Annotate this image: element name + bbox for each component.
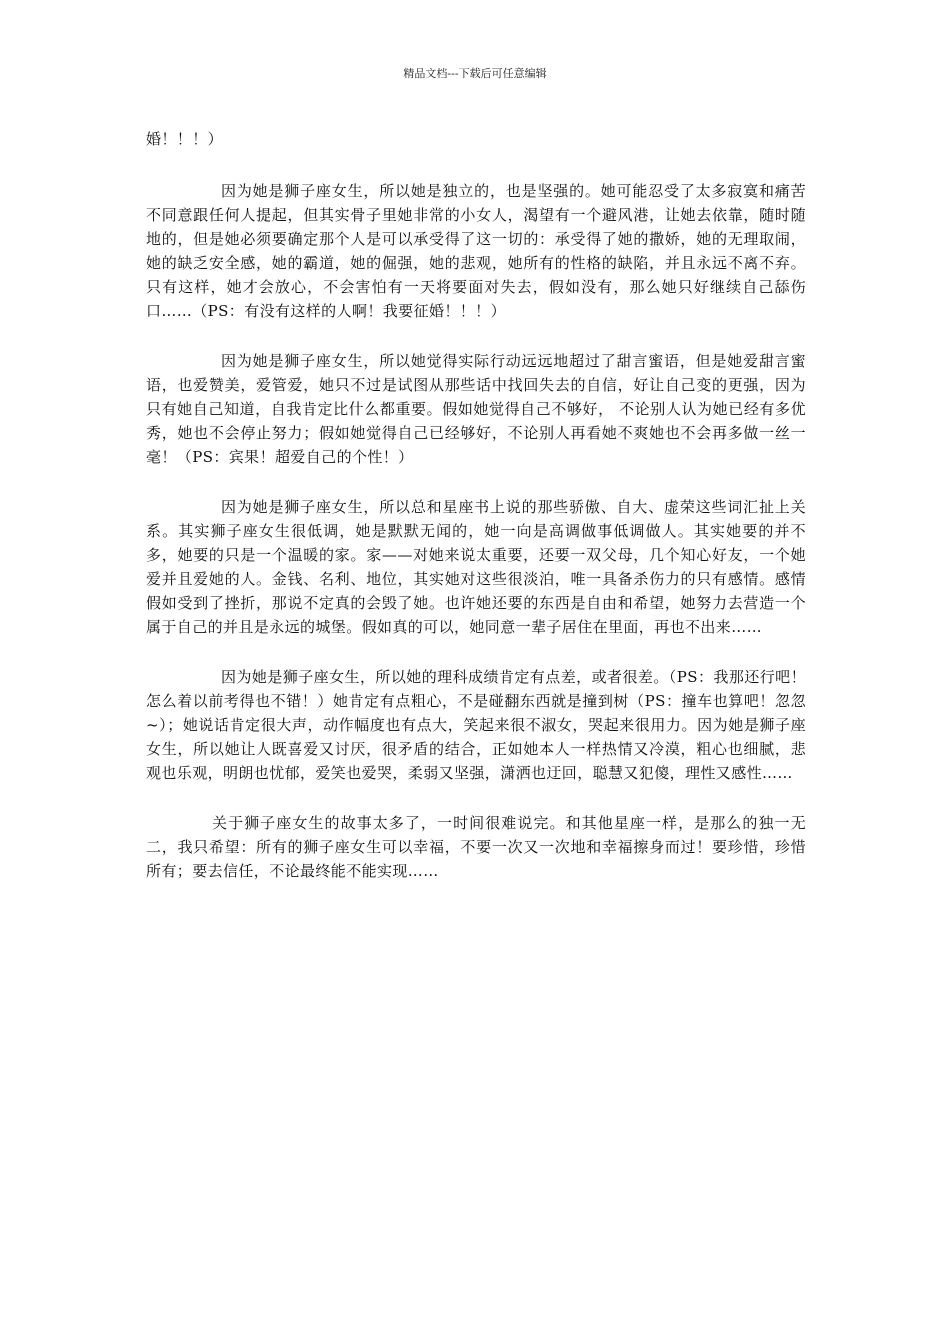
document-body xyxy=(146,127,806,909)
paragraph-conclusion: 关于狮子座女生的故事太多了，一时间很难说完。和其他星座一样，是那么的独一无二，我只希望：所有的狮子座女生可以幸福，不要一次又一次地和幸福擦身而过！要珍惜，珍惜所有；要去信任，不论最终能不能实现…… xyxy=(146,814,806,880)
paragraph-sweet-words: 因为她是狮子座女生，所以她觉得实际行动远远地超过了甜言蜜语，但是她爱甜言蜜语，也爱赞美，爱管爱，她只不过是试图从那些话中找回失去的自信，好让自己变的更强，因为只有她自己知道，自我肯定比什么都重要。假如她觉得自己不够好， 不论别人认为她已经有多优秀，她也不会停止努力；假如她觉得自己已经够好，不论别人再看她不爽她也不会再多做一丝一毫！（PS：宾果！超爱自己的个性！） xyxy=(146,352,806,466)
page-header: 精品文档---下载后可任意编辑 xyxy=(403,67,547,80)
paragraph-low-profile: 因为她是狮子座女生，所以总和星座书上说的那些骄傲、自大、虚荣这些词汇扯上关系。其实狮子座女生很低调，她是默默无闻的，她一向是高调做事低调做人。其实她要的并不多，她要的只是一个温暖的家。家——对她来说太重要，还要一双父母，几个知心好友，一个她爱并且爱她的人。金钱、名利、地位，其实她对这些很淡泊，唯一具备杀伤力的只有感情。感情假如受到了挫折，那说不定真的会毁了她。也许她还要的东西是自由和希望，她努力去营造一个属于自己的并且是永远的城堡。假如真的可以，她同意一辈子居住在里面，再也不出来…… xyxy=(146,498,806,636)
paragraph-continuation: 婚！！！） xyxy=(146,130,224,148)
paragraph-careless: 因为她是狮子座女生，所以她的理科成绩肯定有点差，或者很差。（PS：我那还行吧！怎么着以前考得也不错！）她肯定有点粗心，不是碰翻东西就是撞到树（PS：撞车也算吧！忽忽~）；她说话肯定很大声，动作幅度也有点大，笑起来很不淑女，哭起来很用力。因为她是狮子座女生，所以她让人既喜爱又讨厌，很矛盾的结合，正如她本人一样热情又冷漠，粗心也细腻，悲观也乐观，明朗也忧郁，爱笑也爱哭，柔弱又坚强，潇洒也迂回，聪慧又犯傻，理性又感性…… xyxy=(146,668,806,782)
paragraph-independent: 因为她是狮子座女生，所以她是独立的，也是坚强的。她可能忍受了太多寂寞和痛苦不同意跟任何人提起，但其实骨子里她非常的小女人，渴望有一个避风港，让她去依靠，随时随地的，但是她必须要确定那个人是可以承受得了这一切的：承受得了她的撒娇，她的无理取闹，她的缺乏安全感，她的霸道，她的倔强，她的悲观，她所有的性格的缺陷，并且永远不离不弃。 只有这样，她才会放心，不会害怕有一天将要面对失去，假如没有，那么她只好继续自己舔伤口……（PS：有没有这样的人啊！我要征婚！！！） xyxy=(146,182,806,320)
